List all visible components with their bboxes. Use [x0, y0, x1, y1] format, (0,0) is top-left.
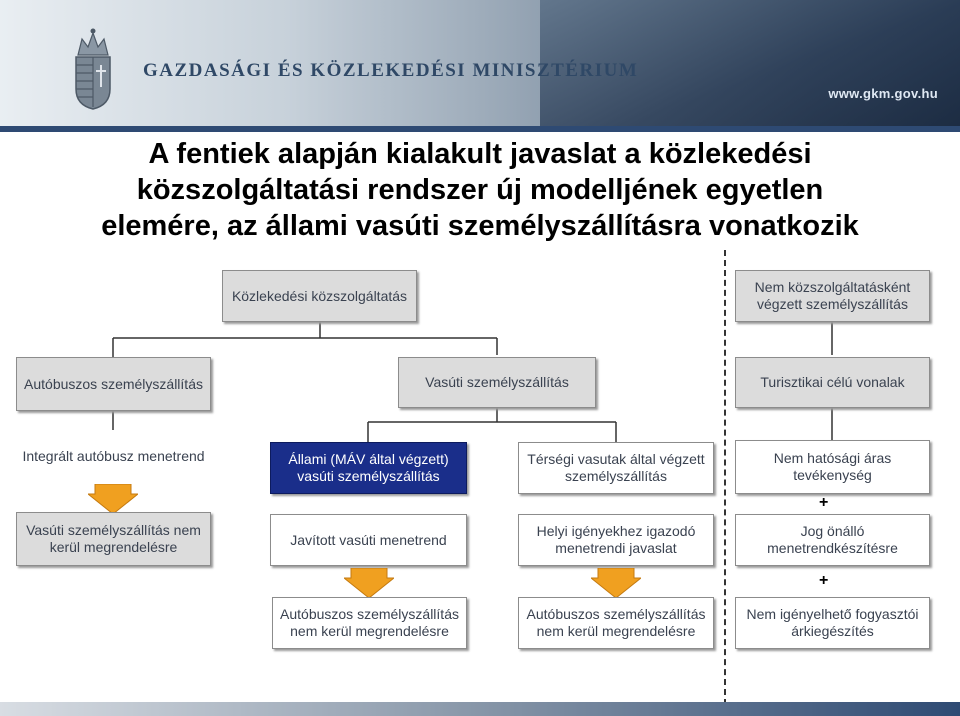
- ministry-name: GAZDASÁGI ÉS KÖZLEKEDÉSI MINISZTÉRIUM: [143, 60, 639, 81]
- box-label: Jog önálló menetrendkészítésre: [767, 523, 898, 556]
- box-label: Vasúti személyszállítás nem kerül megrendelésre: [26, 522, 201, 555]
- box-label: Térségi vasutak által végzett személyszállítás: [527, 451, 705, 484]
- box-bus-not-ordered-2: [518, 597, 714, 649]
- box-label: Helyi igényekhez igazodó menetrendi javaslat: [536, 523, 696, 556]
- box-public-transport-service: [222, 270, 417, 322]
- plus-sign: +: [819, 494, 829, 511]
- box-label: Autóbuszos személyszállítás: [24, 375, 203, 392]
- box-label: Közlekedési közszolgáltatás: [231, 287, 408, 304]
- box-label: Állami (MÁV által végzett) vasúti személyszállítás: [288, 451, 449, 484]
- footer-bar: [0, 702, 960, 716]
- box-label: Nem igényelhető fogyasztói árkiegészítés: [746, 606, 919, 639]
- box-non-authority-price: [735, 440, 930, 494]
- title-line-2: közszolgáltatási rendszer új modelljének egyetlen: [136, 174, 824, 206]
- box-label: Nem hatósági áras tevékenység: [773, 450, 892, 483]
- box-rail-transport: [398, 357, 596, 408]
- box-label: Vasúti személyszállítás: [425, 374, 569, 390]
- box-bus-not-ordered-1: [272, 597, 467, 649]
- box-rail-not-ordered: [16, 512, 211, 566]
- down-arrow-icon: [88, 484, 138, 514]
- box-regional-rail: [518, 442, 714, 494]
- box-label: Turisztikai célú vonalak: [760, 374, 905, 390]
- box-non-public-service: [735, 270, 930, 322]
- title-line-1: A fentiek alapján kialakult javaslat a közlekedési: [148, 138, 812, 170]
- box-label: Integrált autóbusz menetrend: [22, 447, 205, 464]
- plus-sign: +: [819, 572, 829, 589]
- box-label: Autóbuszos személyszállítás nem kerül megrendelésre: [526, 606, 706, 639]
- title-line-3: elemére, az állami vasúti személyszállításra vonatkozik: [101, 210, 859, 242]
- box-tourist-lines: [735, 357, 930, 408]
- box-own-timetable-right: [735, 514, 930, 566]
- dashed-divider: [724, 250, 726, 705]
- down-arrow-icon: [344, 568, 394, 598]
- box-integrated-bus-timetable: [16, 432, 211, 480]
- box-local-timetable-proposal: [518, 514, 714, 566]
- box-state-rail: [270, 442, 467, 494]
- box-no-consumer-subsidy: [735, 597, 930, 649]
- box-label: Autóbuszos személyszállítás nem kerül megrendelésre: [280, 606, 459, 639]
- box-improved-timetable: [270, 514, 467, 566]
- box-label: Nem közszolgáltatásként végzett személyszállítás: [754, 279, 911, 312]
- down-arrow-icon: [591, 568, 641, 598]
- website-link[interactable]: www.gkm.gov.hu: [828, 86, 938, 101]
- box-label: Javított vasúti menetrend: [290, 531, 447, 548]
- box-bus-transport: [16, 357, 211, 411]
